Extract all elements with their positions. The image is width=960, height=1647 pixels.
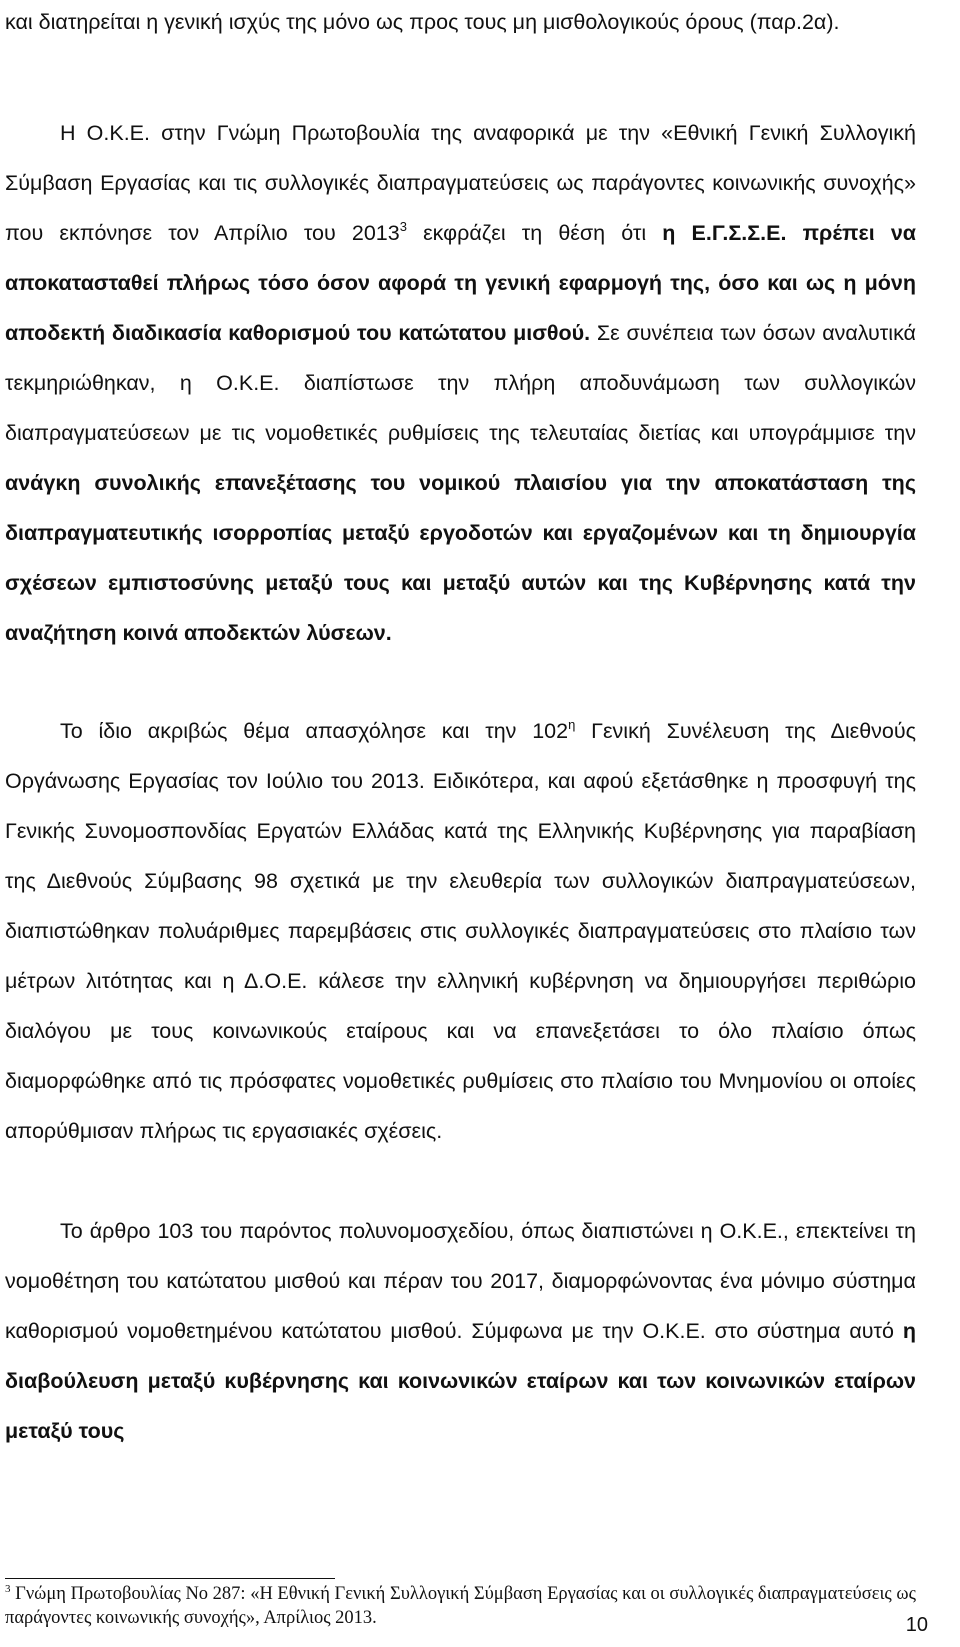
footnote-reference[interactable]: 3 [399, 219, 407, 234]
footnote-text: Γνώμη Πρωτοβουλίας Νο 287: «Η Εθνική Γενική Συλλογική Σύμβαση Εργασίας και οι συλλογικές διαπραγματεύσεις ως παράγοντες κοινωνικής συνοχής», Απρίλιος 2013. [5, 1584, 916, 1628]
paragraph-oke-opinion [5, 108, 916, 658]
paragraph-text: Το ίδιο ακριβώς θέμα απασχόλησε και την 102 [60, 719, 569, 743]
paragraph-continuation [5, 0, 916, 47]
emphasis-text: η Ε.Γ.Σ.Σ.Ε. πρέπει να αποκατασταθεί πλήρως τόσο όσον αφορά τη γενική εφαρμογή της, όσο και ως η μόνη αποδεκτή διαδικασία καθορισμού του κατώτατου μισθού. [5, 221, 917, 345]
paragraph-text: Η Ο.Κ.Ε. στην Γνώμη Πρωτοβουλία της αναφορικά με την «Εθνική Γενική Συλλογική Σύμβαση Εργασίας και τις συλλογικές διαπραγματεύσεις ως παράγοντες κοινωνικής συνοχής» που εκπόνησε τον Απρίλιο του 2013 [5, 121, 916, 245]
emphasis-text: η διαβούλευση μεταξύ κυβέρνησης και κοινωνικών εταίρων και των κοινωνικών εταίρων μεταξύ τους [5, 1319, 916, 1443]
page-number: 10 [905, 1614, 928, 1636]
paragraph-text: Το άρθρο 103 του παρόντος πολυνομοσχεδίου, όπως διαπιστώνει η Ο.Κ.Ε., επεκτείνει τη νομοθέτηση του κατώτατου μισθού και πέραν του 2017, διαμορφώνοντας ένα μόνιμο σύστημα καθορισμού νομοθετημένου κατώτατου μισθού. Σύμφωνα με την Ο.Κ.Ε. στο σύστημα αυτό [5, 1219, 916, 1343]
paragraph-ilo [5, 706, 916, 1156]
paragraph-text: και διατηρείται η γενική ισχύς της μόνο ως προς τους μη μισθολογικούς όρους (παρ.2α). [5, 10, 840, 34]
footnote [5, 1582, 916, 1630]
footnote-divider [5, 1578, 335, 1579]
paragraph-text: εκφράζει τη θέση ότι [406, 221, 663, 245]
paragraph-text: Σε συνέπεια των όσων αναλυτικά τεκμηριώθηκαν, η Ο.Κ.Ε. διαπίστωσε την πλήρη αποδυνάμωση των συλλογικών διαπραγματεύσεων με τις νομοθετικές ρυθμίσεις της τελευταίας διετίας και υπογράμμισε την [5, 321, 916, 445]
paragraph-article-103 [5, 1206, 916, 1456]
ordinal-superscript: η [568, 717, 576, 732]
footnote-mark: 3 [5, 1583, 11, 1595]
emphasis-text: ανάγκη συνολικής επανεξέτασης του νομικού πλαισίου για την αποκατάσταση της διαπραγματευτικής ισορροπίας μεταξύ εργοδοτών και εργαζομένων και τη δημιουργία σχέσεων εμπιστοσύνης μεταξύ τους και μεταξύ αυτών και της Κυβέρνησης κατά την αναζήτηση κοινά αποδεκτών λύσεων. [5, 471, 916, 645]
paragraph-text: Γενική Συνέλευση της Διεθνούς Οργάνωσης Εργασίας τον Ιούλιο του 2013. Ειδικότερα, και αφού εξετάσθηκε η προσφυγή της Γενικής Συνομοσπονδίας Εργατών Ελλάδας κατά της Ελληνικής Κυβέρνησης για παραβίαση της Διεθνούς Σύμβασης 98 σχετικά με την ελευθερία των συλλογικών διαπραγματεύσεων, διαπιστώθηκαν πολυάριθμες παρεμβάσεις στις συλλογικές διαπραγματεύσεις στο πλαίσιο των μέτρων λιτότητας και η Δ.Ο.Ε. κάλεσε την ελληνική κυβέρνηση να δημιουργήσει περιθώριο διαλόγου με τους κοινωνικούς εταίρους και να επανεξετάσει το όλο πλαίσιο όπως διαμορφώθηκε από τις πρόσφατες νομοθετικές ρυθμίσεις στο πλαίσιο του Μνημονίου οι οποίες απορύθμισαν πλήρως τις εργασιακές σχέσεις. [5, 719, 917, 1143]
